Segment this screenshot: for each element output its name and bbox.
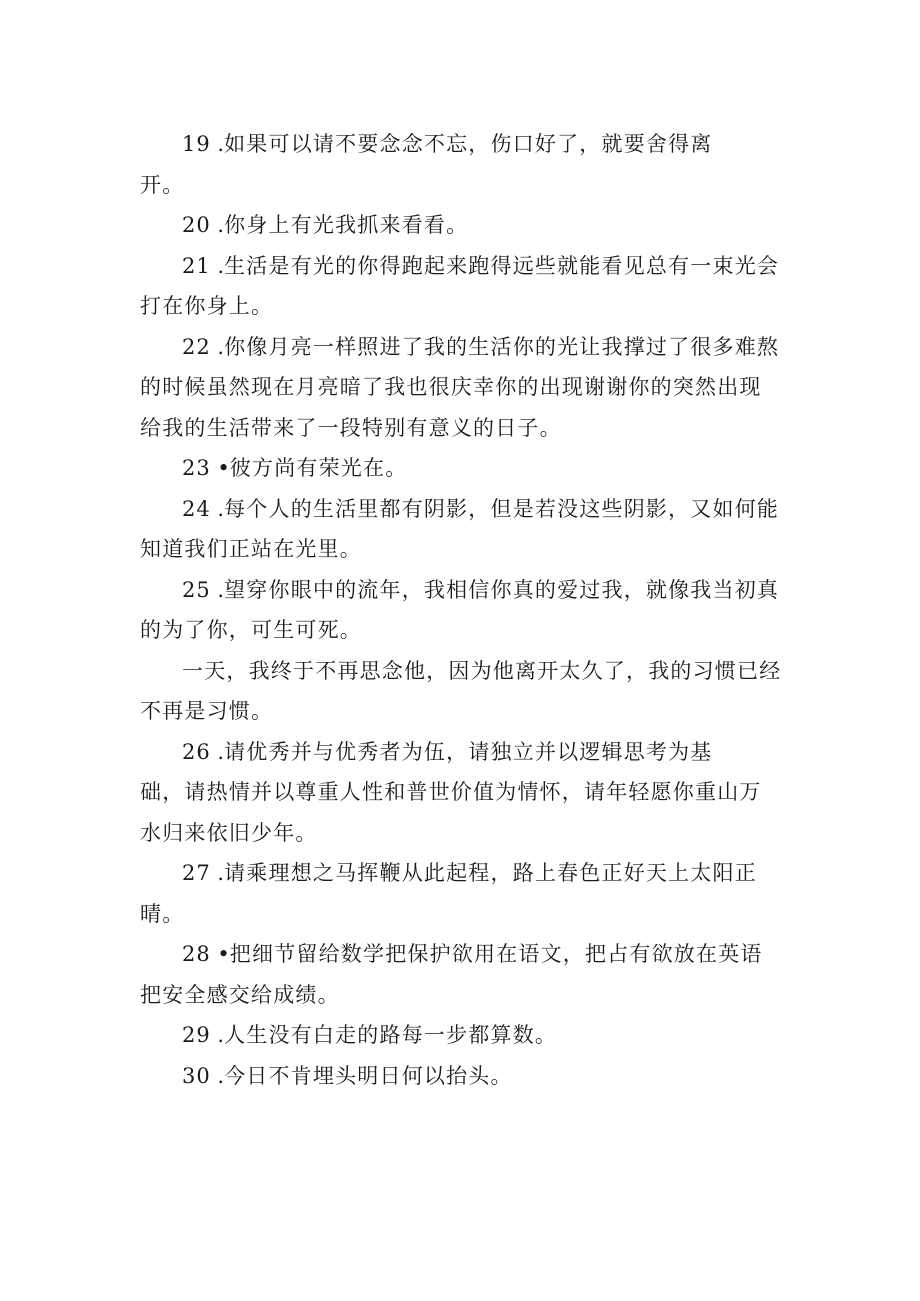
- quote-paragraph: [140, 124, 782, 205]
- paragraph-text: 请优秀并与优秀者为伍，请独立并以逻辑思考为基 础，请热情并以尊重人性和普世价值为情怀，请年轻愿你重山万水归来依旧少年。: [140, 739, 762, 845]
- quote-paragraph: [140, 853, 782, 934]
- quote-paragraph: [140, 327, 782, 449]
- paragraph-number: 29: [182, 1023, 211, 1047]
- paragraph-number: 23: [182, 456, 211, 480]
- quote-paragraph: [140, 732, 782, 854]
- paragraph-separator: •: [210, 942, 230, 966]
- paragraph-separator: .: [210, 213, 225, 237]
- paragraph-separator: .: [210, 334, 225, 359]
- paragraph-number: 24: [182, 496, 211, 521]
- paragraph-separator: .: [210, 132, 225, 156]
- paragraph-number: 25: [182, 577, 211, 602]
- paragraph-text: 彼方尚有荣光在。: [229, 456, 408, 480]
- paragraph-text: 把细节留给数学把保护欲用在语文，把占有欲放在英语把安全感交给成绩。: [140, 942, 763, 1007]
- quote-paragraph-unnumbered: [140, 651, 782, 732]
- quote-paragraph: [140, 570, 782, 651]
- paragraph-text: 一天，我终于不再思念他，因为他离开太久了，我的习惯已经不再是习惯。: [140, 658, 782, 723]
- quote-paragraph: [140, 205, 782, 246]
- quote-paragraph: [140, 246, 782, 327]
- paragraph-separator: .: [210, 861, 225, 885]
- paragraph-text: 请乘理想之马挥鞭从此起程，路上春色正好天上太阳正晴。: [140, 861, 757, 926]
- paragraph-separator: .: [210, 253, 225, 278]
- paragraph-separator: .: [210, 739, 225, 764]
- paragraph-number: 26: [182, 739, 211, 764]
- quote-paragraph: [140, 934, 782, 1015]
- paragraph-text: 人生没有白走的路每一步都算数。: [224, 1023, 558, 1047]
- paragraph-text: 你像月亮一样照进了我的生活你的光让我撑过了很多难熬的时候虽然现在月亮暗了我也很庆幸你的出现谢谢你的突然出现给我的生活带来了一段特别有意义的日子。: [140, 334, 780, 440]
- paragraph-number: 30: [182, 1063, 211, 1088]
- paragraph-text: 你身上有光我抓来看看。: [224, 213, 469, 237]
- paragraph-number: 20: [182, 213, 211, 237]
- paragraph-number: 22: [182, 334, 211, 359]
- paragraph-number: 19: [182, 132, 211, 156]
- paragraph-number: 27: [182, 861, 211, 885]
- paragraph-text: 生活是有光的你得跑起来跑得远些就能看见总有一束光会打在你身上。: [140, 253, 780, 318]
- quote-paragraph: [140, 448, 782, 489]
- paragraph-separator: .: [210, 1063, 225, 1088]
- quote-paragraph: [140, 489, 782, 570]
- paragraph-separator: .: [210, 1023, 225, 1047]
- paragraph-separator: •: [210, 456, 230, 480]
- paragraph-separator: .: [210, 577, 225, 602]
- paragraph-number: 28: [182, 942, 211, 966]
- paragraph-number: 21: [182, 253, 211, 278]
- paragraph-text: 每个人的生活里都有阴影，但是若没这些阴影，又如何能知道我们正站在光里。: [140, 496, 780, 561]
- quote-paragraph: [140, 1056, 782, 1097]
- document-body: [140, 124, 782, 1096]
- paragraph-text: 如果可以请不要念念不忘，伤口好了，就要舍得离 开。: [140, 132, 713, 197]
- paragraph-separator: .: [210, 496, 225, 521]
- quote-paragraph: [140, 1015, 782, 1056]
- paragraph-text: 望穿你眼中的流年，我相信你真的爱过我，就像我当初真的为了你，可生可死。: [140, 577, 780, 642]
- paragraph-text: 今日不肯埋头明日何以抬头。: [224, 1063, 513, 1088]
